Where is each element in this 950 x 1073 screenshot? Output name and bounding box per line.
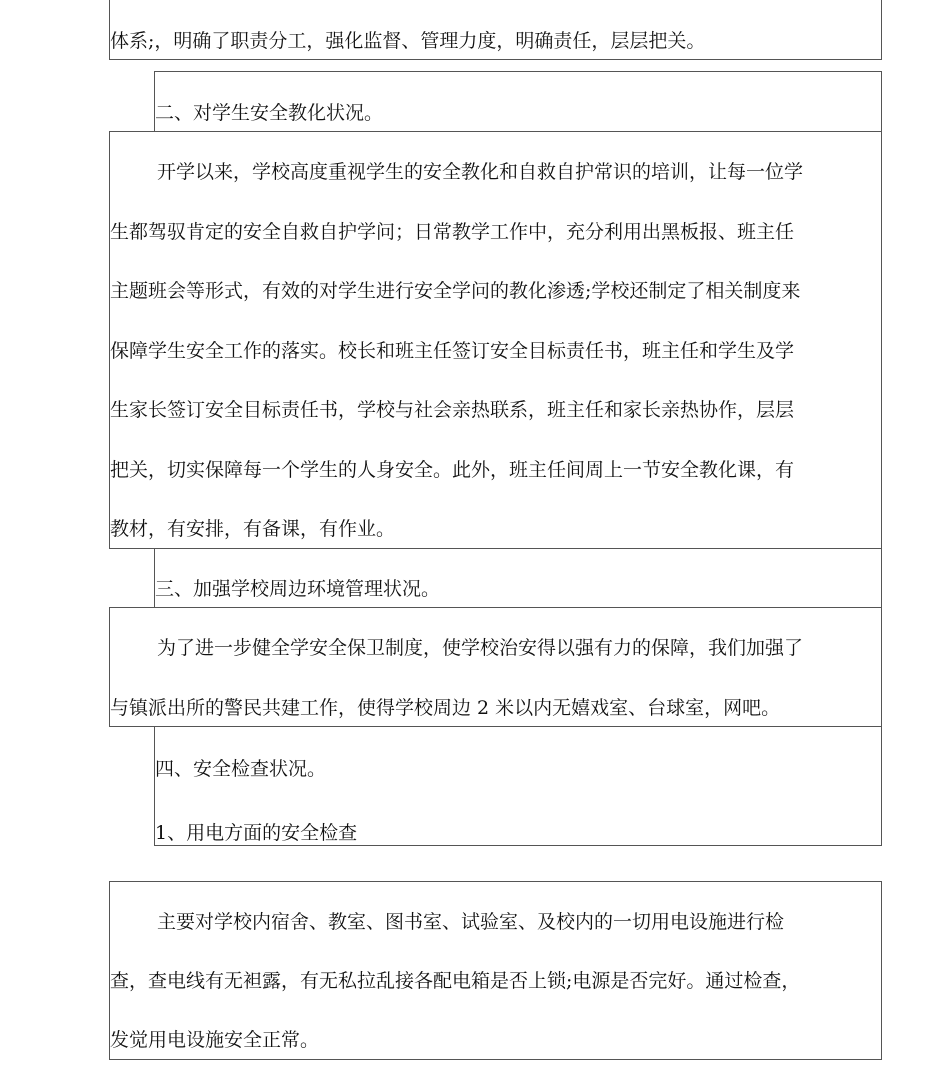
paragraph-line: 发觉用电设施安全正常。 xyxy=(110,1029,320,1051)
paragraph-line: 与镇派出所的警民共建工作，使得学校周边 2 米以内无嬉戏室、台球室，网吧。 xyxy=(110,697,781,719)
section-heading: 四、安全检查状况。 xyxy=(155,758,327,780)
paragraph-line: 为了进一步健全学安全保卫制度，使学校治安得以强有力的保障，我们加强了 xyxy=(157,637,804,659)
paragraph-line: 体系;，明确了职责分工，强化监督、管理力度，明确责任，层层把关。 xyxy=(110,30,706,52)
subsection-heading: 1、用电方面的安全检查 xyxy=(155,822,358,844)
paragraph-line: 教材，有安排，有备课，有作业。 xyxy=(110,518,396,540)
paragraph-line: 保障学生安全工作的落实。校长和班主任签订安全目标责任书，班主任和学生及学 xyxy=(110,340,795,362)
paragraph-line: 查，查电线有无袒露，有无私拉乱接各配电箱是否上锁;电源是否完好。通过检查， xyxy=(110,970,801,992)
paragraph-line: 主要对学校内宿舍、教室、图书室、试验室、及校内的一切用电设施进行检 xyxy=(157,911,785,933)
section-heading: 二、对学生安全教化状况。 xyxy=(155,102,384,124)
section-heading: 三、加强学校周边环境管理状况。 xyxy=(155,578,441,600)
paragraph-line: 生家长签订安全目标责任书，学校与社会亲热联系，班主任和家长亲热协作，层层 xyxy=(110,399,795,421)
paragraph-line: 把关，切实保障每一个学生的人身安全。此外，班主任间周上一节安全教化课，有 xyxy=(110,459,795,481)
paragraph-line: 生都驾驭肯定的安全自救自护学问；日常教学工作中，充分利用出黑板报、班主任 xyxy=(110,221,795,243)
paragraph-line: 开学以来，学校高度重视学生的安全教化和自救自护常识的培训，让每一位学 xyxy=(157,161,804,183)
paragraph-line: 主题班会等形式，有效的对学生进行安全学问的教化渗透;学校还制定了相关制度来 xyxy=(110,280,801,302)
